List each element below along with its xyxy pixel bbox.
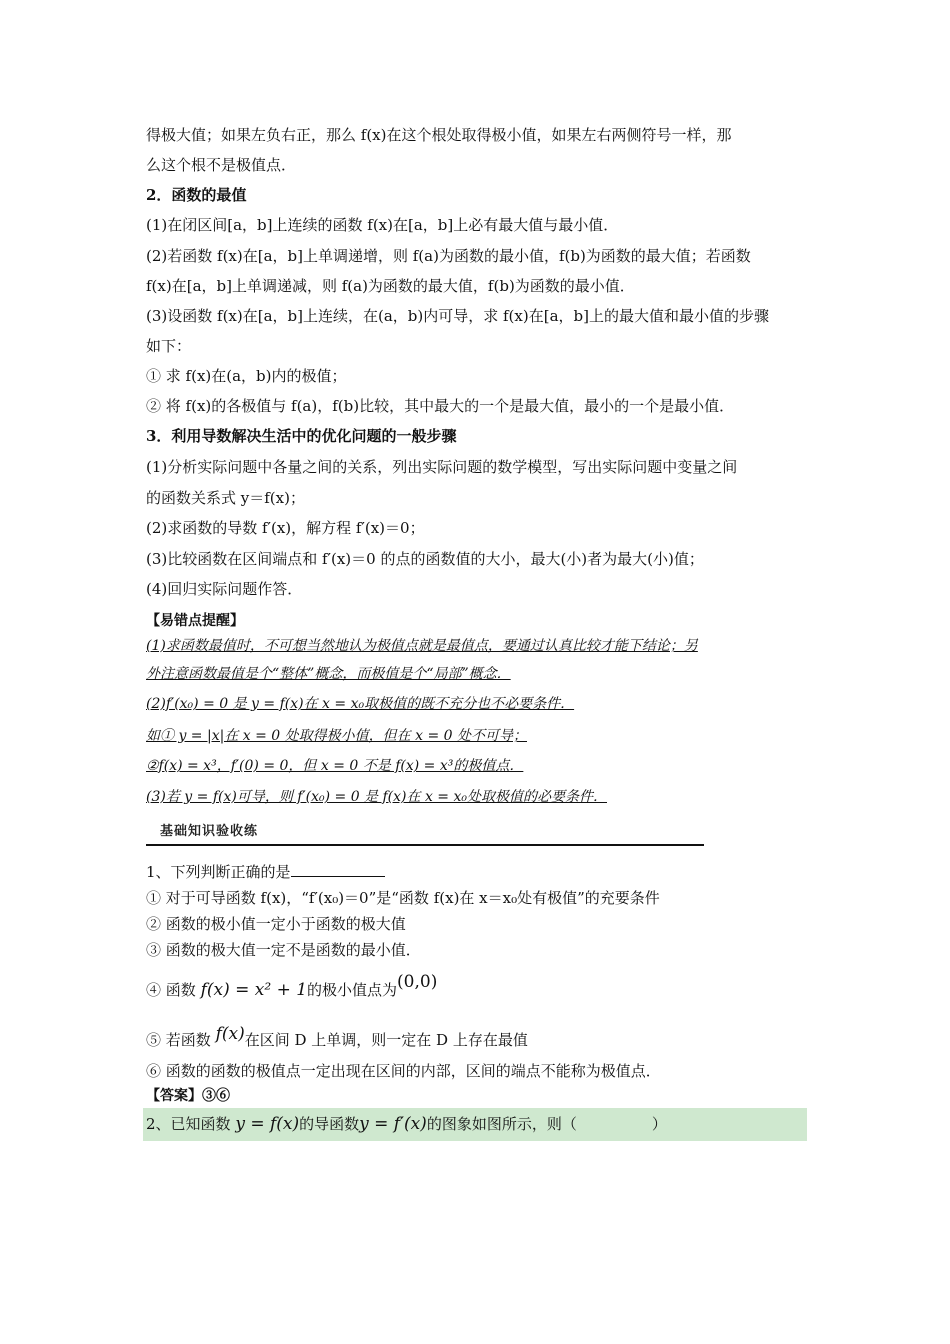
text-line: ① 求 f(x)在(a，b)内的极值； [146, 367, 347, 385]
tip-line: 如① y = |x|在 x = 0 处取得极小值，但在 x = 0 处不可导； [146, 728, 527, 744]
text-line: (3)设函数 f(x)在[a，b]上连续，在(a，b)内可导，求 f(x)在[a，b]上的最大值和最小值的步骤 [146, 307, 769, 325]
text-line: f(x)在[a，b]上单调递减，则 f(a)为函数的最大值，f(b)为函数的最小值． [146, 277, 635, 295]
section-divider [146, 844, 704, 846]
option-post: 在区间 D 上单调，则一定在 D 上存在最值 [244, 1031, 528, 1049]
answer-line: 【答案】③⑥ [146, 1088, 230, 1104]
option-prefix: ④ 函数 [146, 981, 196, 999]
option-mid: 的极小值点为 [307, 981, 398, 999]
question-post: 的图象如图所示，则（ ） [426, 1115, 667, 1133]
math-formula: f(x) = x² + 1 [200, 980, 308, 1000]
text-line: ② 将 f(x)的各极值与 f(a)，f(b)比较，其中最大的一个是最大值，最小的一个是最小值． [146, 397, 735, 415]
question-2 [146, 1114, 667, 1134]
math-formula: y = f′(x) [359, 1114, 427, 1134]
tip-line: (1)求函数最值时，不可想当然地认为极值点就是最值点，要通过认真比较才能下结论；另 [146, 638, 698, 654]
option-prefix: ⑤ 若函数 [146, 1031, 211, 1049]
question-text: 1、下列判断正确的是 [146, 863, 291, 881]
option-line [146, 972, 438, 1000]
section-heading: 3．利用导数解决生活中的优化问题的一般步骤 [146, 427, 457, 445]
math-formula: y = f(x) [235, 1114, 300, 1134]
text-line: (2)求函数的导数 f′(x)，解方程 f′(x)＝0； [146, 519, 425, 537]
text-line: 得极大值；如果左负右正，那么 f(x)在这个根处取得极小值，如果左右两侧符号一样，那 [146, 126, 732, 144]
section-title: 基础知识验收练 [160, 824, 259, 839]
text-line: (4)回归实际问题作答． [146, 580, 303, 598]
tip-line: (2)f′(x₀) = 0 是 y = f(x)在 x = x₀取极值的既不充分也不必要条件． [146, 696, 575, 712]
text-line: (1)在闭区间[a，b]上连续的函数 f(x)在[a，b]上必有最大值与最小值． [146, 216, 619, 234]
text-line: (1)分析实际问题中各量之间的关系，列出实际问题的数学模型，写出实际问题中变量之间 [146, 458, 738, 476]
question-mid: 的导函数 [299, 1115, 360, 1133]
text-line: (2)若函数 f(x)在[a，b]上单调递增，则 f(a)为函数的最小值，f(b)为函数的最大值；若函数 [146, 247, 751, 265]
section-banner [146, 816, 704, 846]
math-formula: (0,0) [397, 972, 438, 992]
text-line: 的函数关系式 y＝f(x)； [146, 489, 305, 507]
text-line: (3)比较函数在区间端点和 f′(x)＝0 的点的函数值的大小，最大(小)者为最大(小)值； [146, 550, 704, 568]
option-line: ⑥ 函数的函数的极值点一定出现在区间的内部，区间的端点不能称为极值点． [146, 1062, 661, 1080]
question-1 [146, 862, 385, 882]
option-line: ③ 函数的极大值一定不是函数的最小值． [146, 941, 421, 959]
tip-heading: 【易错点提醒】 [146, 613, 244, 629]
answer-blank [291, 862, 385, 877]
text-line: 如下： [146, 337, 192, 355]
option-line [146, 1024, 528, 1050]
tip-line: 外注意函数最值是个“整体”概念，而极值是个“局部”概念． [146, 666, 511, 682]
option-line: ① 对于可导函数 f(x)，“f′(x₀)＝0”是“函数 f(x)在 x＝x₀处有极值”的充要条件 [146, 889, 660, 907]
tip-line: (3)若 y = f(x)可导，则 f′(x₀) = 0 是 f(x)在 x = x₀处取极值的必要条件． [146, 789, 607, 805]
math-formula: f(x) [215, 1024, 245, 1044]
text-line: 么这个根不是极值点． [146, 156, 297, 174]
tip-line: ②f(x) = x³，f′(0) = 0，但 x = 0 不是 f(x) = x³的极值点． [146, 758, 524, 774]
option-line: ② 函数的极小值一定小于函数的极大值 [146, 915, 406, 933]
question-prefix: 2、已知函数 [146, 1115, 231, 1133]
section-heading: 2．函数的最值 [146, 186, 247, 204]
